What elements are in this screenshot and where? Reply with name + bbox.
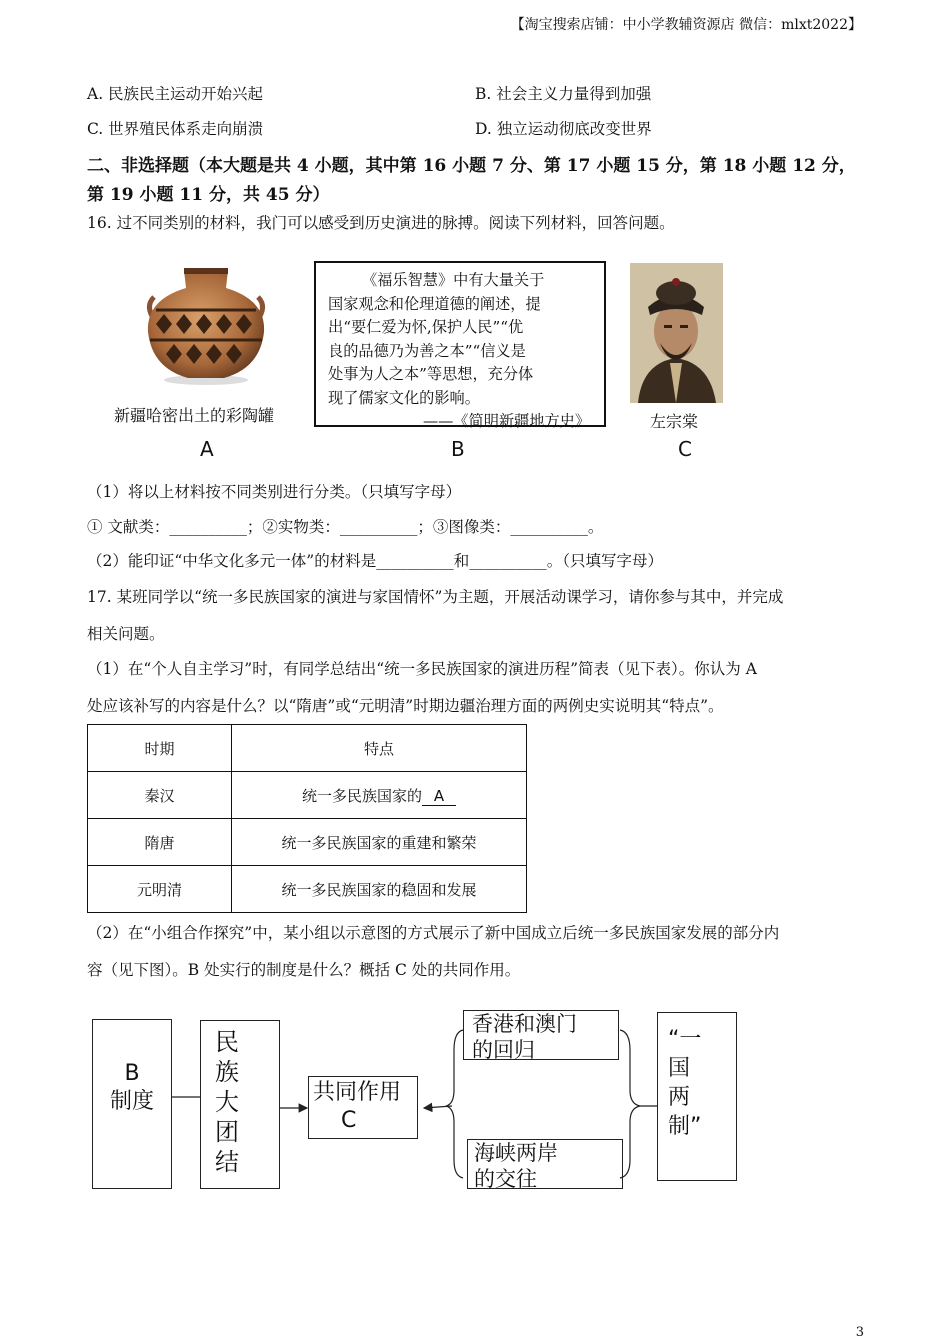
quote-line: 良的品德乃为善之本”“信义是 — [328, 341, 526, 360]
q17-sub2-line1: （2）在“小组合作探究”中，某小组以示意图的方式展示了新中国成立后统一多民族国家发展的部分内 — [87, 924, 780, 942]
common-role-line2: C — [341, 1108, 357, 1133]
header-feature: 特点 — [232, 725, 527, 772]
page-header: 【淘宝搜索店铺：中小学教辅资源店 微信：mlxt2022】 — [510, 17, 862, 33]
octs-char: 国 — [668, 1056, 691, 1081]
option-d: D. 独立运动彻底改变世界 — [475, 120, 652, 138]
q16-stem: 16. 过不同类别的材料，我门可以感受到历史演进的脉搏。阅读下列材料，回答问题。 — [87, 214, 675, 232]
box-one-country-two-systems — [657, 1012, 737, 1181]
box-b-line2: 制度 — [109, 1089, 154, 1114]
option-c: C. 世界殖民体系走向崩溃 — [87, 120, 264, 138]
quote-line: 《福乐智慧》中有大量关于 — [362, 271, 545, 289]
q16-sub2: （2）能印证“中华文化多元一体”的材料是__________和__________。（只填写字母） — [87, 552, 663, 570]
q16-sub1: （1）将以上材料按不同类别进行分类。（只填写字母） — [87, 483, 462, 501]
strait-line1: 海峡两岸 — [474, 1141, 558, 1165]
material-a-caption: 新疆哈密出土的彩陶罐 — [114, 406, 275, 425]
q17-stem-line1: 17. 某班同学以“统一多民族国家的演进与家国情怀”为主题，开展活动课学习，请你参与其中，并完成 — [87, 588, 784, 606]
hk-line1: 香港和澳门 — [472, 1012, 577, 1036]
q17-sub1-line1: （1）在“个人自主学习”时，有同学总结出“统一多民族国家的演进历程”简表（见下表）。你认为 A — [87, 660, 757, 678]
header-period: 时期 — [88, 725, 232, 772]
unity-char: 族 — [215, 1058, 239, 1086]
material-a-letter: A — [200, 437, 214, 461]
box-b-system — [92, 1019, 172, 1189]
octs-char: “一 — [668, 1027, 702, 1052]
common-role-line1: 共同作用 — [313, 1080, 402, 1105]
unity-char: 团 — [215, 1118, 239, 1146]
row2-feature: 统一多民族国家的重建和繁荣 — [232, 819, 527, 866]
material-c-letter: C — [678, 437, 692, 461]
row3-period: 元明清 — [88, 866, 232, 913]
strait-line2: 的交往 — [474, 1167, 537, 1191]
box-cross-strait-exchange — [467, 1139, 623, 1189]
octs-char: 两 — [668, 1085, 691, 1110]
quote-line: 现了儒家文化的影响。 — [328, 388, 480, 407]
q17-sub2-line2: 容（见下图）。B 处实行的制度是什么？概括 C 处的共同作用。 — [87, 961, 521, 979]
q17-sub1-line2: 处应该补写的内容是什么？以“隋唐”或“元明清”时期边疆治理方面的两例史实说明其“特点”。 — [87, 697, 724, 715]
page-number: 3 — [855, 1325, 864, 1340]
quote-line: 出“要仁爱为怀,保护人民”“优 — [328, 318, 524, 336]
section-heading-line1: 二、非选择题（本大题是共 4 小题，其中第 16 小题 7 分、第 17 小题 15 分，第 18 小题 12 分， — [87, 156, 856, 176]
material-b-letter: B — [451, 437, 465, 461]
q16-sub1-blanks: ① 文献类：__________；②实物类：__________；③图像类：__________。 — [87, 518, 604, 536]
unity-char: 大 — [215, 1088, 239, 1116]
option-a: A. 民族民主运动开始兴起 — [87, 85, 264, 103]
option-b: B. 社会主义力量得到加强 — [475, 85, 652, 103]
row1-feature: 统一多民族国家的 — [301, 786, 422, 805]
quote-source: ——《简明新疆地方史》 — [422, 412, 590, 430]
box-common-role — [308, 1076, 418, 1139]
unity-char: 民 — [215, 1028, 239, 1056]
box-ethnic-unity — [200, 1020, 280, 1189]
unity-char: 结 — [215, 1148, 239, 1176]
box-b-line1: B — [124, 1061, 140, 1086]
hk-line2: 的回归 — [472, 1038, 535, 1062]
q17-stem-line2: 相关问题。 — [87, 625, 165, 643]
row2-period: 隋唐 — [88, 819, 232, 866]
quote-line: 处事为人之本”等思想，充分体 — [328, 365, 534, 383]
row3-feature: 统一多民族国家的稳固和发展 — [232, 866, 527, 913]
section-heading-line2: 第 19 小题 11 分，共 45 分） — [87, 185, 330, 205]
row1-period: 秦汉 — [88, 772, 232, 819]
quote-line: 国家观念和伦理道德的阐述，提 — [328, 294, 541, 313]
row1-blank-a: A — [422, 787, 456, 806]
box-hk-macau-return — [463, 1010, 619, 1060]
material-c-caption: 左宗棠 — [650, 412, 699, 431]
octs-char: 制” — [668, 1114, 702, 1139]
